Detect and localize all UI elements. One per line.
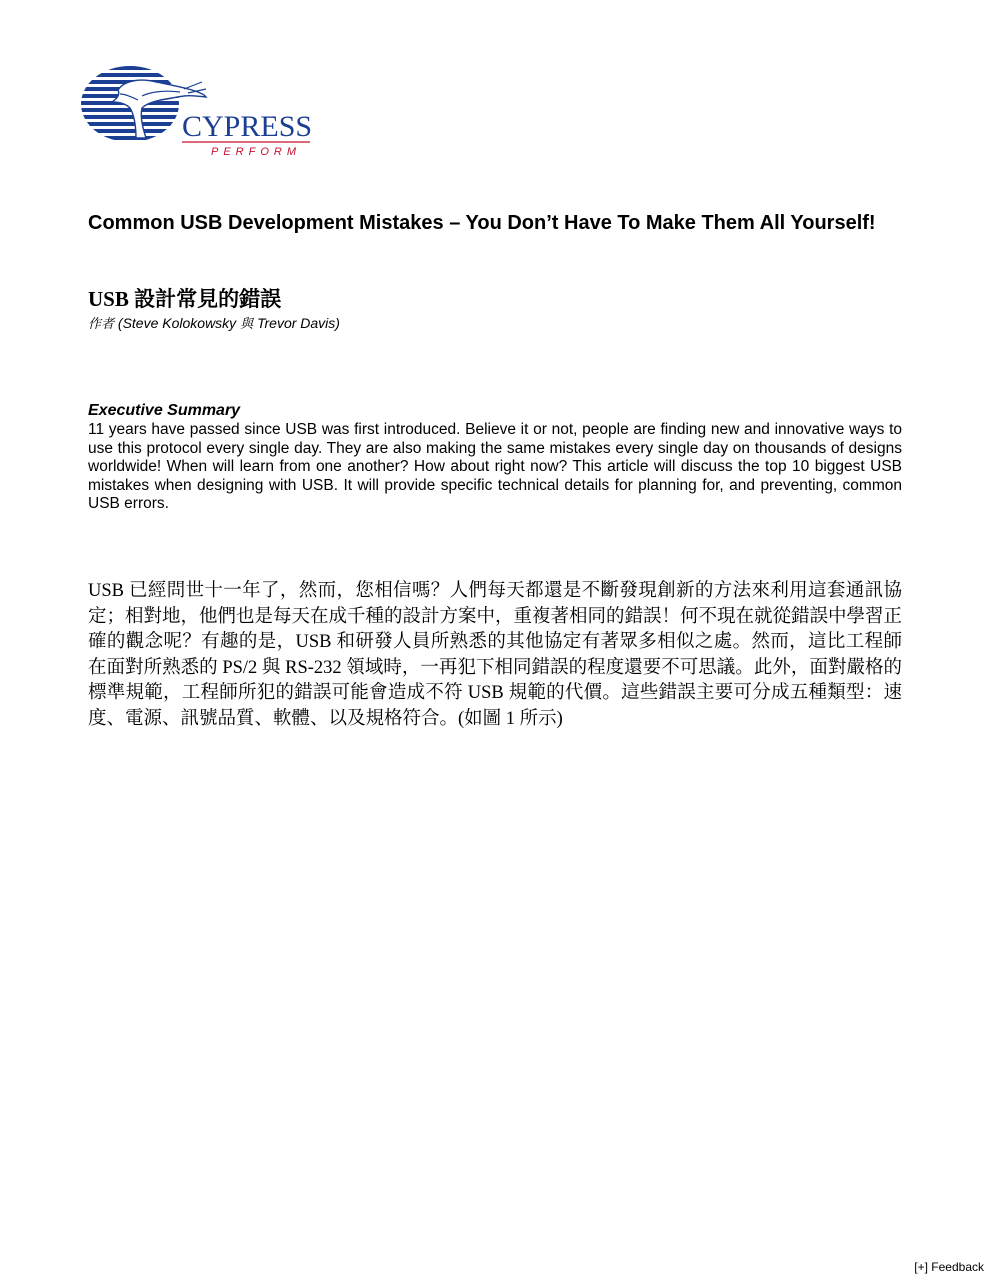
byline-author-2: Trevor Davis)	[256, 315, 340, 331]
byline-conjunction: 與	[240, 316, 254, 331]
logo-wordmark: CYPRESS	[182, 110, 313, 143]
chinese-summary-body: USB 已經問世十一年了，然而，您相信嗎？人們每天都還是不斷發現創新的方法來利用這套通訊協定；相對地，他們也是每天在成千種的設計方案中，重複著相同的錯誤！何不現在就從錯誤中學習正確的觀念呢？有趣的是，USB 和研發人員所熟悉的其他協定有著眾多相似之處。然而，這比工程師在面對所熟悉的 PS/2 與 RS-232 領域時，一再犯下相同錯誤的程度還要不可思議。此外，面對嚴格的標準規範，工程師所犯的錯誤可能會造成不符 USB 規範的代價。這些錯誤主要可分成五種類型：速度、電源、訊號品質、軟體、以及規格符合。(如圖 1 所示)	[88, 581, 903, 729]
executive-summary-body: 11 years have passed since USB was first introduced. Believe it or not, people are finding new and innovative ways to use this protocol every single day. They are also making the same mistakes every single day on thousands of designs worldwide! When will learn from one another? How about right now? This article will discuss the top 10 biggest USB mistakes when designing with USB. It will provide specific technical details for planning for, and preventing, common USB errors.	[88, 421, 902, 512]
byline	[88, 314, 340, 333]
logo-tagline: PERFORM	[211, 146, 301, 158]
byline-author-1: (Steve Kolokowsky	[117, 315, 237, 331]
article-title: Common USB Development Mistakes – You Don’t Have To Make Them All Yourself!	[88, 212, 876, 234]
feedback-link[interactable]: [+] Feedback	[914, 1260, 984, 1274]
cypress-logo-graphic	[80, 64, 320, 164]
executive-summary-heading: Executive Summary	[88, 402, 241, 419]
cypress-logo	[80, 64, 320, 164]
chinese-title: USB 設計常見的錯誤	[88, 287, 282, 311]
byline-prefix: 作者	[88, 316, 115, 331]
